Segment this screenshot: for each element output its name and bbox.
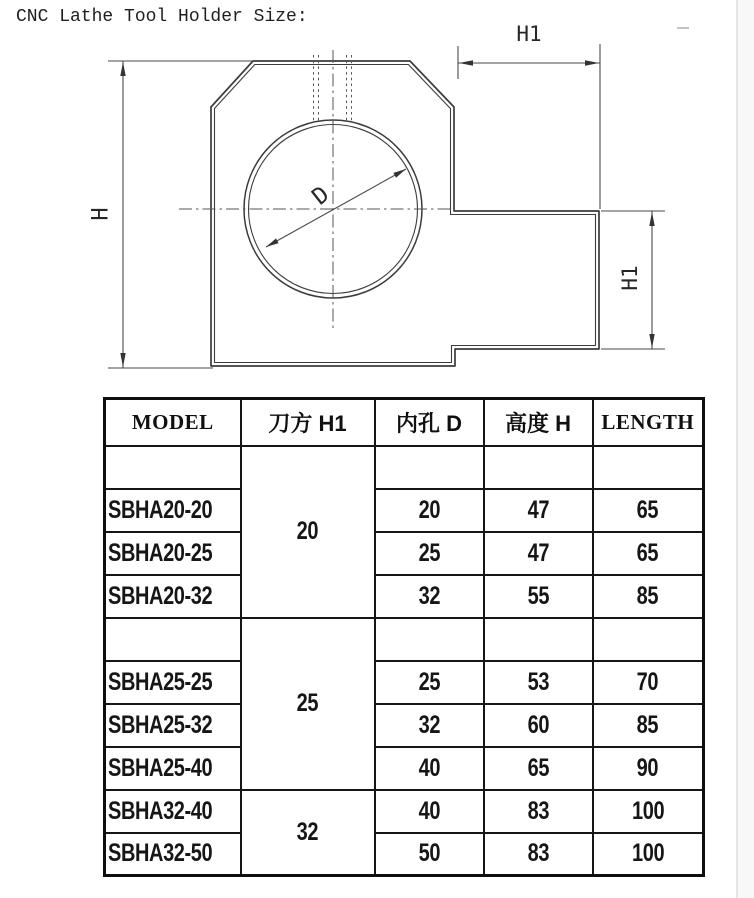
- table-row: [105, 618, 704, 661]
- tool-holder-drawing: [0, 0, 754, 398]
- model-cell: SBHA20-32: [105, 575, 241, 618]
- length-cell: 70: [593, 661, 704, 704]
- table-row: [105, 747, 704, 790]
- length-cell: 65: [593, 532, 704, 575]
- model-cell: [105, 446, 241, 489]
- model-cell: SBHA25-40: [105, 747, 241, 790]
- col-header-length: LENGTH: [593, 399, 704, 446]
- dimension-d: [266, 169, 406, 247]
- dimension-h1-top-label: H1: [516, 22, 542, 46]
- table-row: [105, 704, 704, 747]
- d-cell: 25: [375, 661, 484, 704]
- table-row: [105, 790, 704, 833]
- size-table: [103, 397, 705, 877]
- model-cell: SBHA20-25: [105, 532, 241, 575]
- model-cell: SBHA25-25: [105, 661, 241, 704]
- length-cell: [593, 446, 704, 489]
- h-cell: 83: [484, 833, 593, 876]
- table-row: [105, 575, 704, 618]
- length-cell: [593, 618, 704, 661]
- tool-holder-outline: [211, 61, 599, 366]
- d-cell: 32: [375, 704, 484, 747]
- d-cell: [375, 446, 484, 489]
- table-row: [105, 833, 704, 876]
- col-header-h: 高度 H: [484, 399, 593, 446]
- h-cell: 60: [484, 704, 593, 747]
- length-cell: 85: [593, 575, 704, 618]
- h-cell: 47: [484, 532, 593, 575]
- model-cell: SBHA25-32: [105, 704, 241, 747]
- length-cell: 100: [593, 833, 704, 876]
- table-row: [105, 661, 704, 704]
- h-cell: [484, 446, 593, 489]
- table-header-row: [105, 399, 704, 446]
- dimension-h-label: H: [88, 207, 114, 221]
- length-cell: 65: [593, 489, 704, 532]
- table-row: [105, 532, 704, 575]
- dimension-h1-right-label: H1: [618, 265, 642, 291]
- model-cell: SBHA32-50: [105, 833, 241, 876]
- h1-cell: 25: [241, 618, 375, 790]
- col-header-d: 内孔 D: [375, 399, 484, 446]
- dimension-h1-top: [458, 44, 600, 209]
- length-cell: 85: [593, 704, 704, 747]
- d-cell: 50: [375, 833, 484, 876]
- col-header-model: MODEL: [105, 399, 241, 446]
- table-row: [105, 489, 704, 532]
- h-cell: 53: [484, 661, 593, 704]
- h-cell: 47: [484, 489, 593, 532]
- d-cell: 40: [375, 790, 484, 833]
- h-cell: 65: [484, 747, 593, 790]
- h1-cell: 20: [241, 446, 375, 618]
- h-cell: [484, 618, 593, 661]
- table-row: [105, 446, 704, 489]
- length-cell: 90: [593, 747, 704, 790]
- h-cell: 55: [484, 575, 593, 618]
- length-cell: 100: [593, 790, 704, 833]
- model-cell: SBHA20-20: [105, 489, 241, 532]
- dimension-h: [108, 61, 254, 368]
- d-cell: 25: [375, 532, 484, 575]
- model-cell: [105, 618, 241, 661]
- col-header-h1: 刀方 H1: [241, 399, 375, 446]
- dimension-d-label: D: [307, 181, 335, 211]
- d-cell: 32: [375, 575, 484, 618]
- page-title: CNC Lathe Tool Holder Size:: [16, 7, 308, 27]
- h-cell: 83: [484, 790, 593, 833]
- d-cell: 20: [375, 489, 484, 532]
- model-cell: SBHA32-40: [105, 790, 241, 833]
- h1-cell: 32: [241, 790, 375, 876]
- d-cell: 40: [375, 747, 484, 790]
- d-cell: [375, 618, 484, 661]
